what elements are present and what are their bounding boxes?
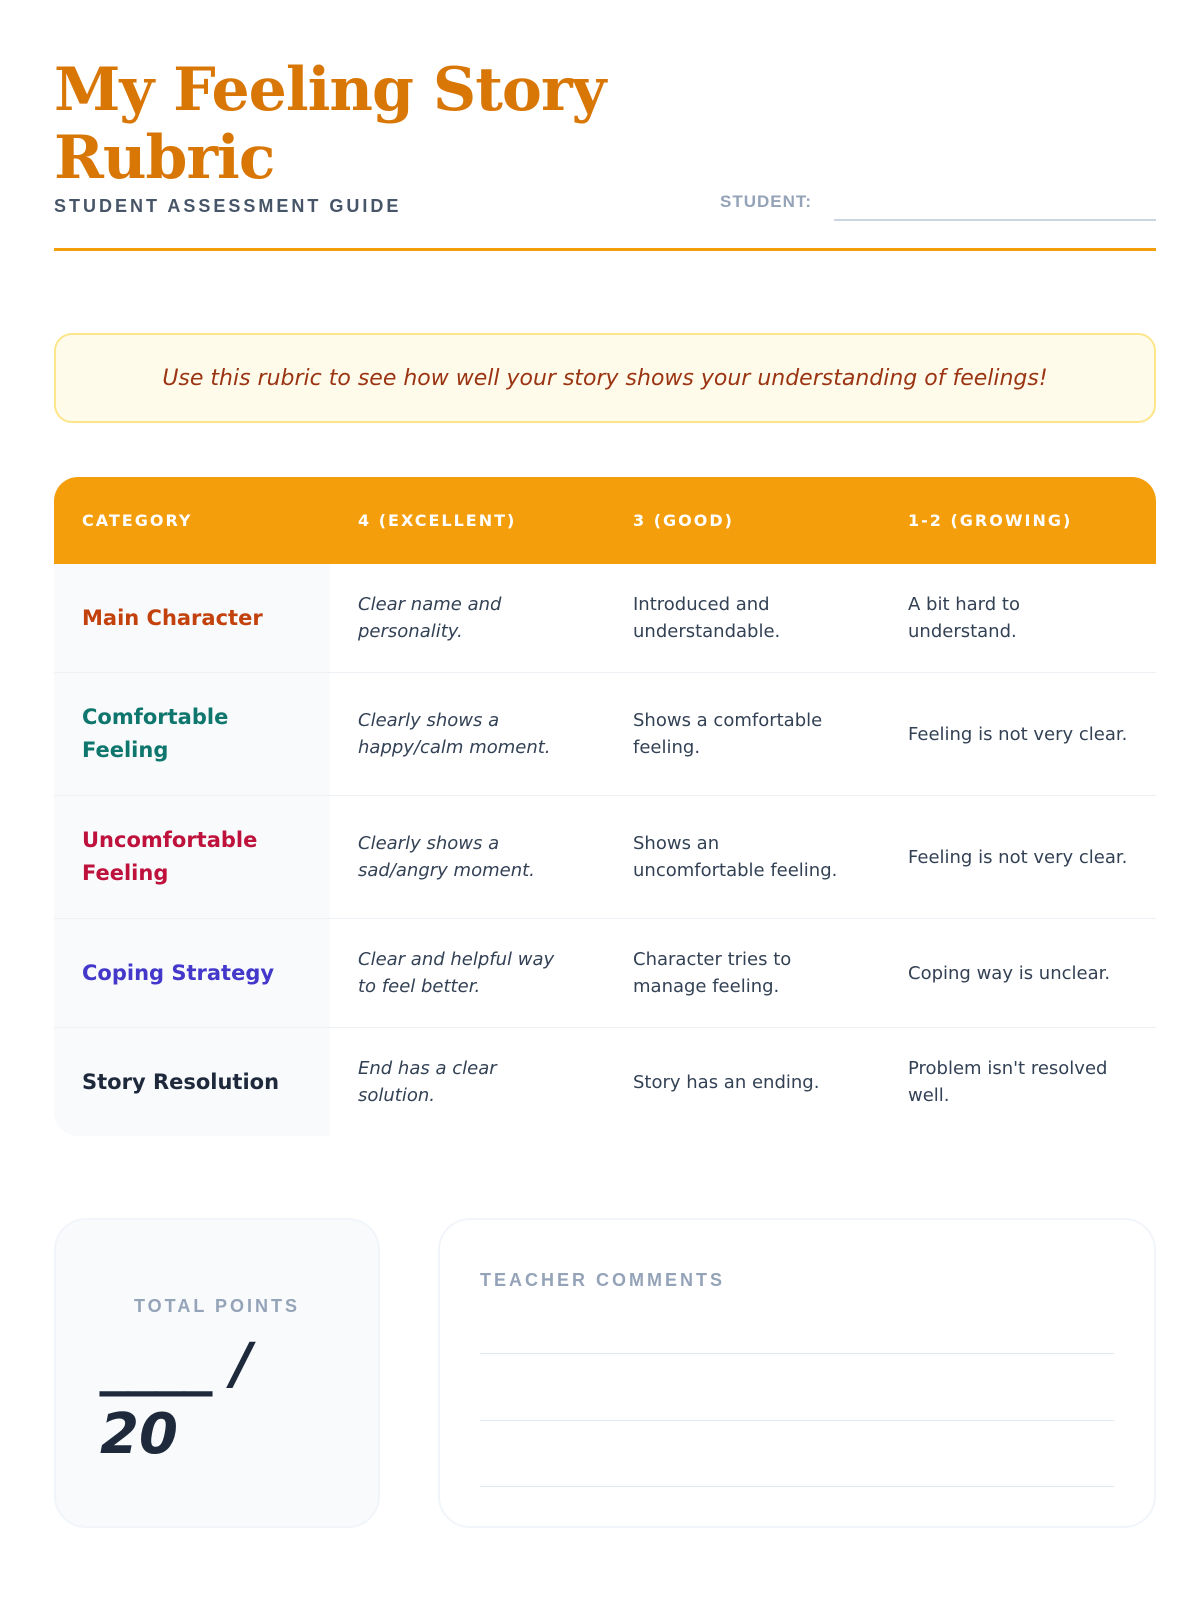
comment-line[interactable] [480,1420,1114,1421]
table-header-row [54,477,1156,564]
criteria-excellent: End has a clear solution. [358,1058,497,1106]
criteria-good: Story has an ending. [633,1071,820,1093]
column-header-excellent: 4 (EXCELLENT) [358,511,517,530]
criteria-growing: Feeling is not very clear. [908,846,1128,868]
table-row [54,919,1156,1028]
total-points-label: TOTAL POINTS [133,1296,300,1316]
criteria-excellent: Clear name and personality. [358,594,502,642]
rubric-table [54,477,1156,1136]
teacher-comments-label: TEACHER COMMENTS [480,1270,725,1290]
column-header-good: 3 (GOOD) [633,511,734,530]
comment-line[interactable] [480,1353,1114,1354]
table-row [54,564,1156,673]
criteria-growing: Problem isn't resolved well. [908,1058,1108,1106]
category-main-character: Main Character [54,564,330,672]
criteria-growing: Coping way is unclear. [908,962,1111,984]
intro-text: Use this rubric to see how well your story shows your understanding of feelings! [162,365,1048,391]
criteria-excellent: Clearly shows a happy/calm moment. [358,710,551,758]
column-header-growing: 1-2 (GROWING) [908,511,1073,530]
criteria-good: Shows an uncomfortable feeling. [633,833,838,881]
category-coping-strategy: Coping Strategy [54,919,330,1027]
criteria-excellent: Clear and helpful way to feel better. [358,949,555,997]
criteria-good: Introduced and understandable. [633,594,781,642]
total-points-box [54,1218,380,1528]
table-row [54,796,1156,919]
category-comfortable-feeling: Comfortable Feeling [54,673,330,795]
table-row [54,673,1156,796]
criteria-good: Shows a comfortable feeling. [633,710,823,758]
criteria-excellent: Clearly shows a sad/angry moment. [358,833,535,881]
criteria-growing: A bit hard to understand. [908,594,1020,642]
student-name-field[interactable] [834,219,1156,221]
page-title: My Feeling Story Rubric [54,55,606,193]
criteria-good: Character tries to manage feeling. [633,949,792,997]
page-subtitle: STUDENT ASSESSMENT GUIDE [54,196,402,216]
category-uncomfortable-feeling: Uncomfortable Feeling [54,796,330,918]
total-score-field[interactable]: ____ / 20 [100,1332,252,1467]
criteria-growing: Feeling is not very clear. [908,723,1128,745]
student-label: STUDENT: [720,192,813,211]
category-story-resolution: Story Resolution [54,1028,330,1136]
header-divider [54,248,1156,251]
teacher-comments-box [438,1218,1156,1528]
table-row [54,1028,1156,1136]
intro-banner [54,333,1156,423]
comment-line[interactable] [480,1486,1114,1487]
column-header-category: CATEGORY [82,511,193,530]
rubric-page [54,0,1156,1600]
